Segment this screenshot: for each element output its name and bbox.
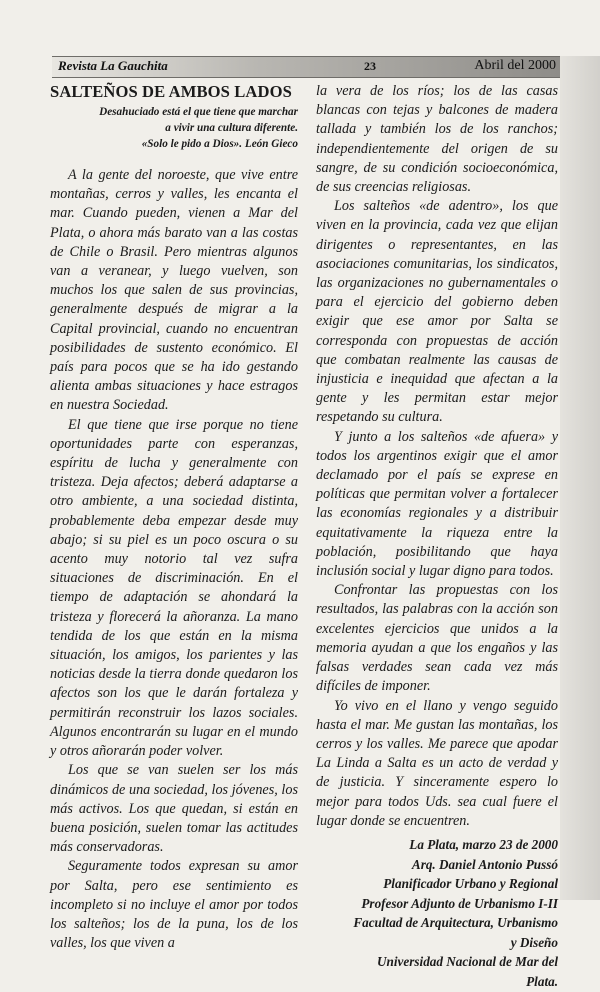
page-edge-shadow: [560, 56, 600, 900]
page-header: [52, 56, 560, 78]
signature-faculty: Facultad de Arquitectura, Urbanismo: [353, 915, 558, 931]
paragraph: El que tiene que irse porque no tiene oportunidades parte con esperanzas, espíritu de lucha y generalmente con tristeza. Deja afectos; deberá adaptarse a otro ambiente, a una sociedad distinta, probablemente deba empezar desde muy abajo; si su piel es un poco oscura o su acento muy notorio tal vez sufra situaciones de discriminación. En el tiempo de adaptación se ahondará la tristeza y florecerá la añoranza. La mano tendida de los que están en la misma situación, los amigos, los parientes y las noticias desde la tierra donde quedaron los afectos son los que le darán fortaleza y permitirán reconstruir los lazos sociales. Algunos encontrarán su lugar en el mundo y otros añorarán poder volver.: [50, 416, 298, 760]
signature-place-date: La Plata, marzo 23 de 2000: [409, 836, 558, 852]
signature-role: Profesor Adjunto de Urbanismo I-II: [361, 895, 558, 911]
epigraph-line: Desahuciado está el que tiene que marchar: [99, 106, 298, 118]
paragraph: Yo vivo en el llano y vengo seguido hasta el mar. Me gustan las montañas, los cerros y los valles. Me parece que apodar La Linda a Salta es un acto de verdad y de justicia. Y sinceramente espero lo mejor para todos Uds. sea cual fuere el lugar donde se encuentren.: [316, 697, 558, 829]
left-column: [50, 82, 298, 953]
issue-date: Abril del 2000: [474, 58, 556, 73]
magazine-name: Revista La Gauchita: [58, 58, 168, 73]
signature-university: Plata.: [526, 974, 558, 990]
article-title: SALTEÑOS DE AMBOS LADOS: [50, 82, 292, 101]
paragraph: Y junto a los salteños «de afuera» y todos los argentinos exigir que el amor declamado por el país se exprese en políticas que permitan volver a fortalecer las economías regionales y a distribuir equitativamente la riqueza entre la población, posibilitando que haya inclusión social y lugar digno para todos.: [316, 428, 558, 580]
paragraph-continued: la vera de los ríos; los de las casas blancas con tejas y balcones de madera tallada y también los de los ranchos; independientemente del origen de su sangre, de su condición socioeconómica, de sus creencias religiosas.: [316, 83, 558, 196]
signature-university: Universidad Nacional de Mar del: [377, 954, 558, 970]
epigraph-line: a vivir una cultura diferente.: [165, 122, 298, 134]
signature-name: Arq. Daniel Antonio Pussó: [411, 856, 558, 872]
paragraph: Los que se van suelen ser los más dinámicos de una sociedad, los jóvenes, los más activos. Los que quedan, si están en buena posición, suelen tomar las actitudes más conservadoras.: [50, 762, 298, 856]
signature-role: Planificador Urbano y Regional: [383, 876, 558, 892]
page-number: 23: [364, 59, 376, 73]
paragraph: Seguramente todos expresan su amor por Salta, pero ese sentimiento es incompleto si no incluye el amor por todos los salteños; los de la puna, los de los valles, los que viven a: [50, 858, 298, 952]
paragraph: A la gente del noroeste, que vive entre montañas, cerros y valles, les encanta el mar. Cuando pueden, vienen a Mar del Plata, o ahora más barato van a las costas de Chile o Brasil. Pero mientras algunos van a veranear, y luego vuelven, son muchos los que salen de sus provincias, generalmente después de migrar a la Capital provincial, cuando no encuentran posibilidades de sustento económico. El país para pocos que se ha ido gestando alienta ambas situaciones y hace estragos en nuestra Sociedad.: [50, 167, 298, 414]
signature-faculty: y Diseño: [510, 934, 558, 950]
epigraph: [50, 104, 298, 152]
epigraph-attribution: «Solo le pido a Dios». León Gieco: [141, 138, 298, 150]
right-column: [316, 82, 558, 992]
paragraph: Confrontar las propuestas con los resultados, las palabras con la acción son excelentes ejercicios que unidos a la memoria ayudan a que los engaños y las falsas verdades sean cada vez más difíciles de imponer.: [316, 582, 558, 695]
paragraph: Los salteños «de adentro», los que viven en la provincia, cada vez que elijan dirigentes o representantes, en las asociaciones comunitarias, los sindicatos, las organizaciones no gubernamentales o para el ejercicio del gobierno deben exigir que ese amor por Salta se corresponda con propuestas de acción que combatan realmente las causas de injusticia e inequidad que afectan a la gente y les permitan estar mejor respetando su cultura.: [316, 198, 558, 426]
signature-block: [316, 835, 558, 992]
